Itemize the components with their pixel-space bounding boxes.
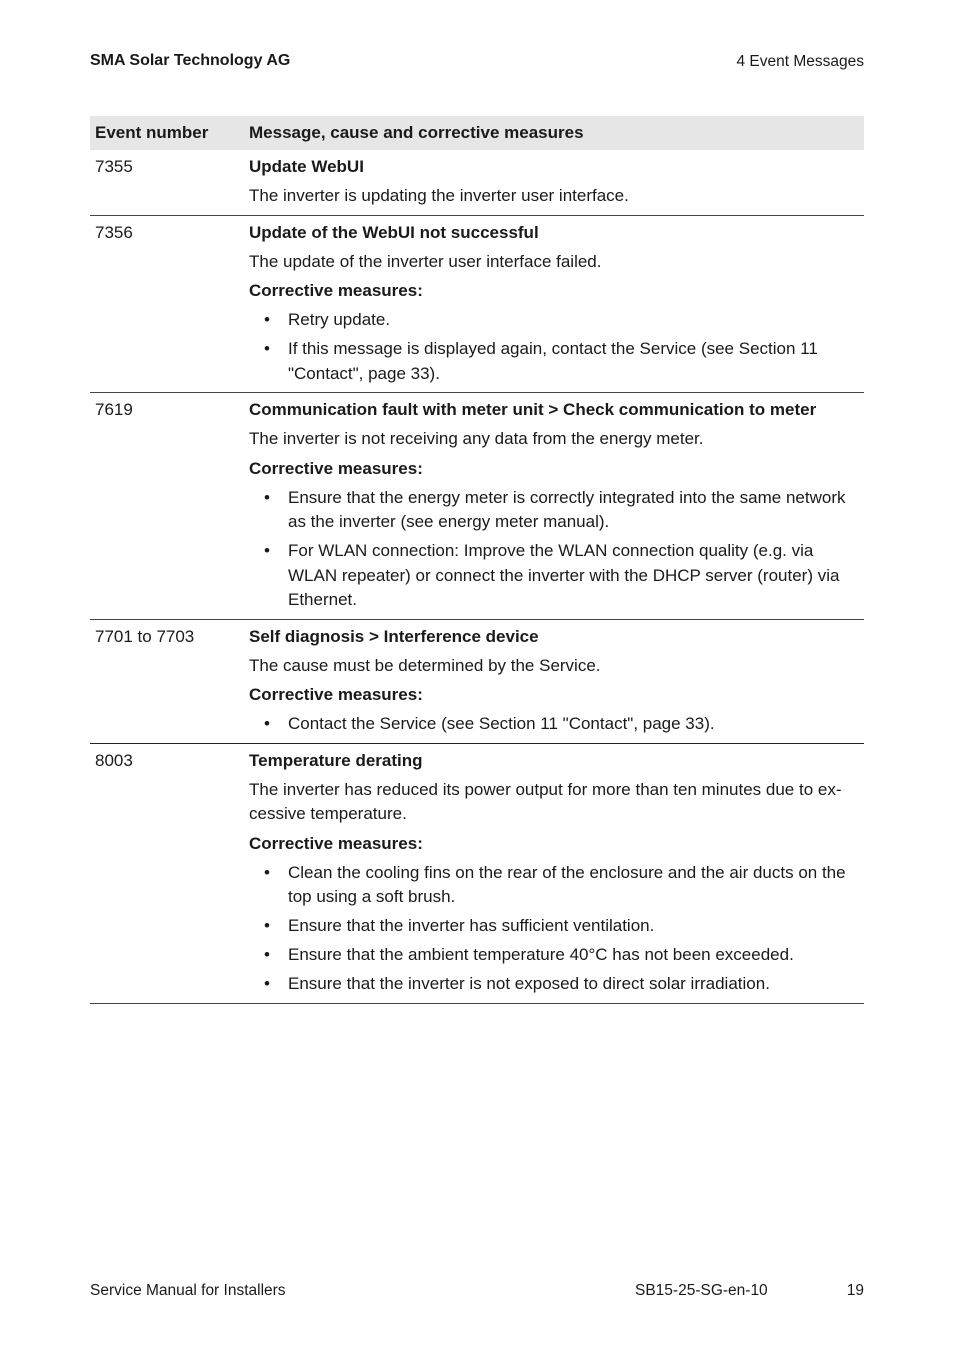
list-item: • Contact the Service (see Section 11 "Contact", page 33). [249,712,858,737]
list-item: • For WLAN connection: Improve the WLAN connection quality (e.g. via WLAN repeater) or connect the inverter with the DHCP server (router) via Ethernet. [249,539,858,613]
event-title: Communication fault with meter unit > Check communication to meter [249,400,817,419]
list-item: • If this message is displayed again, contact the Service (see Section 11 "Contact", page 33). [249,337,858,386]
list-item: • Ensure that the ambient temperature 40°C has not been exceeded. [249,943,858,968]
event-title: Temperature derating [249,750,423,770]
company-name: SMA Solar Technology AG [90,52,291,69]
list-item: • Ensure that the inverter has sufficient ventilation. [249,914,858,939]
corrective-measures-list [249,308,858,386]
event-number: 7701 to 7703 [95,626,195,646]
corrective-measures-list [249,486,858,613]
column-header-event-number: Event number [95,123,209,142]
corrective-measures-label: Corrective measures: [249,281,423,300]
event-description: The inverter has reduced its power output for more than ten minutes due to excessive temperature. [249,779,842,823]
corrective-measures-label: Corrective measures: [249,833,423,853]
event-number: 8003 [95,750,133,770]
table-row [90,744,864,1004]
event-title: Update of the WebUI not successful [249,222,539,242]
list-item: • Retry update. [249,308,858,333]
event-number: 7356 [95,222,133,242]
event-message [249,398,864,613]
event-description: The cause must be determined by the Service. [249,655,601,675]
page-number: 19 [846,1282,864,1299]
event-description: The inverter is not receiving any data from the energy meter. [249,429,704,448]
manual-title: Service Manual for Installers [90,1282,286,1299]
column-header-message: Message, cause and corrective measures [249,123,584,142]
event-title: Self diagnosis > Interference device [249,626,539,646]
event-title: Update WebUI [249,157,364,176]
corrective-measures-list [249,712,858,737]
event-message [249,155,864,209]
event-table [90,116,864,1004]
section-title: 4 Event Messages [736,53,864,70]
event-message [249,749,864,997]
event-description: The inverter is updating the inverter user interface. [249,186,629,205]
corrective-measures-label: Corrective measures: [249,685,423,704]
event-number: 7355 [95,157,133,176]
event-message [249,625,864,737]
list-item: • Ensure that the inverter is not exposed to direct solar irradiation. [249,972,858,997]
event-message [249,221,864,387]
list-item: • Clean the cooling fins on the rear of the enclosure and the air ducts on the top using a soft brush. [249,861,858,910]
corrective-measures-list [249,861,858,997]
table-row [90,393,864,620]
document-code: SB15-25-SG-en-10 [635,1282,768,1299]
event-description: The update of the inverter user interface failed. [249,251,602,271]
table-row [90,150,864,216]
table-row [90,620,864,744]
table-row [90,216,864,394]
table-header [90,116,864,150]
event-number: 7619 [95,400,133,419]
corrective-measures-label: Corrective measures: [249,458,423,478]
list-item: • Ensure that the energy meter is correctly integrated into the same network as the inverter (see energy meter manual). [249,486,858,535]
